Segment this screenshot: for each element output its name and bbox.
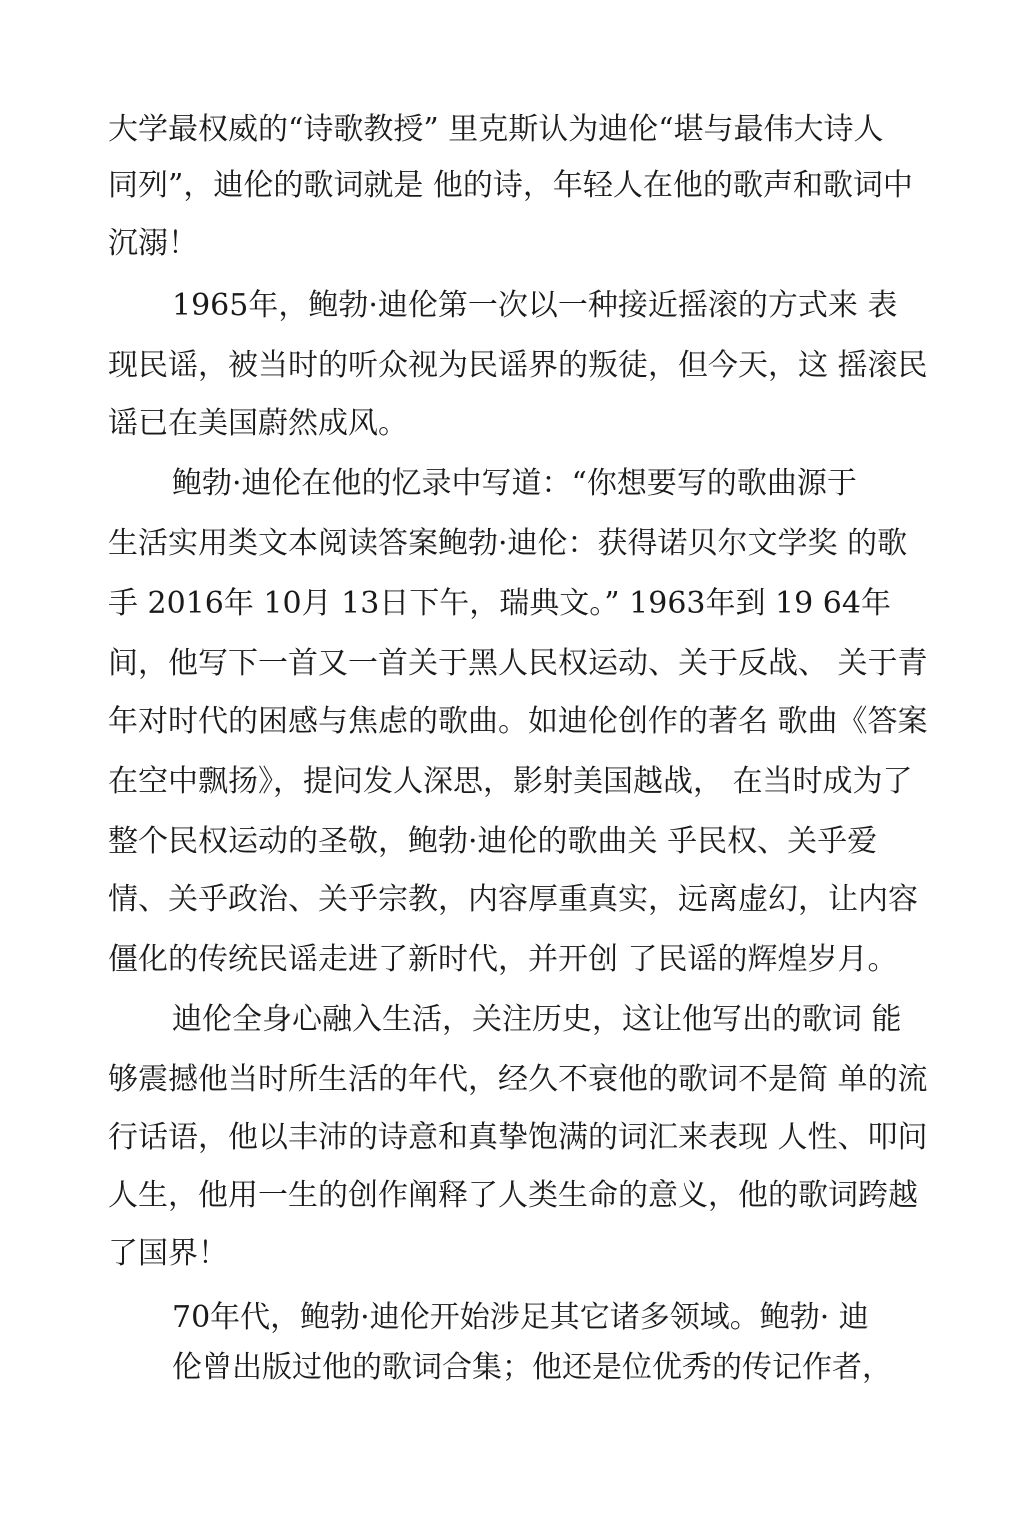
text-line-21: 70年代，鲍勃·迪伦开始涉足其它诸多领域。鲍勃· 迪 bbox=[172, 1300, 869, 1335]
text-line-4: 1965年，鲍勃·迪伦第一次以一种接近摇滚的方式来 表 bbox=[172, 288, 898, 323]
text-line-11: 年对时代的困感与焦虑的歌曲。如迪伦创作的著名 歌曲《答案 bbox=[108, 704, 928, 739]
text-line-17: 够震撼他当时所生活的年代，经久不衰他的歌词不是简 单的流 bbox=[108, 1062, 928, 1097]
text-line-20: 了国界！ bbox=[108, 1236, 228, 1271]
text-line-12: 在空中飘扬》，提问发人深思，影射美国越战， 在当时成为了 bbox=[108, 764, 913, 799]
text-line-10: 间，他写下一首又一首关于黑人民权运动、关于反战、 关于青 bbox=[108, 646, 928, 681]
text-line-22: 伦曾出版过他的歌词合集；他还是位优秀的传记作者， bbox=[172, 1350, 892, 1385]
text-line-3: 沉溺！ bbox=[108, 226, 198, 261]
text-line-19: 人生，他用一生的创作阐释了人类生命的意义，他的歌词跨越 bbox=[108, 1178, 918, 1213]
text-line-14: 情、关乎政治、关乎宗教，内容厚重真实，远离虚幻，让内容 bbox=[108, 882, 918, 917]
text-line-7: 鲍勃·迪伦在他的忆录中写道：“你想要写的歌曲源于 bbox=[172, 466, 857, 501]
text-line-2: 同列”，迪伦的歌词就是 他的诗，年轻人在他的歌声和歌词中 bbox=[108, 168, 913, 203]
text-line-5: 现民谣，被当时的听众视为民谣界的叛徒，但今天，这 摇滚民 bbox=[108, 348, 928, 383]
text-line-8: 生活实用类文本阅读答案鲍勃·迪伦：获得诺贝尔文学奖 的歌 bbox=[108, 526, 908, 561]
text-line-1: 大学最权威的“诗歌教授” 里克斯认为迪伦“堪与最伟大诗人 bbox=[108, 112, 884, 147]
text-line-18: 行话语，他以丰沛的诗意和真挚饱满的词汇来表现 人性、叩问 bbox=[108, 1120, 928, 1155]
text-line-9: 手 2016年 10月 13日下午，瑞典文。” 1963年到 19 64年 bbox=[108, 586, 891, 621]
text-line-6: 谣已在美国蔚然成风。 bbox=[108, 406, 408, 441]
text-line-15: 僵化的传统民谣走进了新时代，并开创 了民谣的辉煌岁月。 bbox=[108, 942, 898, 977]
text-line-16: 迪伦全身心融入生活，关注历史，这让他写出的歌词 能 bbox=[172, 1002, 902, 1037]
text-line-13: 整个民权运动的圣敬，鲍勃·迪伦的歌曲关 乎民权、关乎爱 bbox=[108, 824, 878, 859]
